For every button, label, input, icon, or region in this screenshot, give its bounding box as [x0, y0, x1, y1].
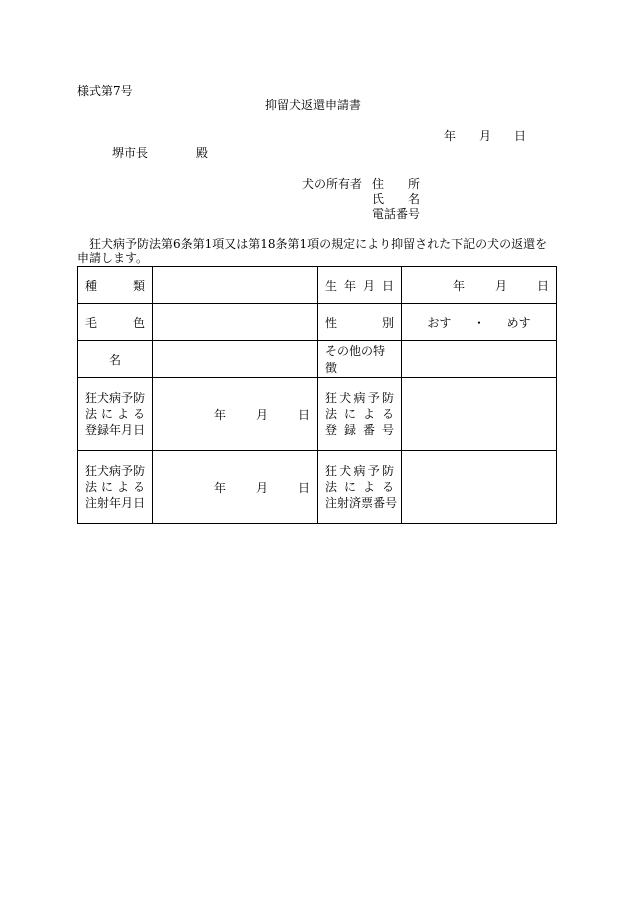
- sex-option-male[interactable]: おす: [427, 315, 452, 330]
- sex-label: 性 別: [318, 304, 402, 341]
- other-features-field[interactable]: [402, 341, 557, 378]
- owner-phone-label: 電話番号: [372, 207, 421, 221]
- other-features-label: その他の特徴: [318, 341, 402, 378]
- registration-number-label: 狂 犬 病 予 防 法 に よ る 登 録 番 号: [318, 378, 402, 451]
- date-month: 月: [478, 129, 491, 143]
- birthdate-field[interactable]: 年 月 日: [402, 267, 557, 304]
- table-row: [78, 378, 557, 451]
- sex-field[interactable]: おす ・ めす: [402, 304, 557, 341]
- form-number: 様式第7号: [77, 84, 133, 98]
- dog-name-field[interactable]: [153, 341, 318, 378]
- registration-number-field[interactable]: [402, 378, 557, 451]
- addressee-honorific: 殿: [196, 146, 209, 160]
- table-row: [78, 451, 557, 524]
- injection-tag-number-label: 狂 犬 病 予 防 法 に よ る 注 射 済 票 番 号: [318, 451, 402, 524]
- date-day: 日: [513, 129, 526, 143]
- date-year: 年: [444, 129, 457, 143]
- table-row: [78, 304, 557, 341]
- injection-date-label: 狂 犬 病 予 防 法 に よ る 注 射 年 月 日: [78, 451, 153, 524]
- form-title: 抑留犬返還申請書: [265, 98, 362, 112]
- body-text-line2: 申請します。: [77, 251, 149, 265]
- coat-color-field[interactable]: [153, 304, 318, 341]
- owner-name-label: 氏 名: [372, 192, 420, 206]
- registration-date-field[interactable]: 年 月 日: [153, 378, 318, 451]
- addressee-name: 堺市長: [112, 146, 149, 160]
- injection-tag-number-field[interactable]: [402, 451, 557, 524]
- registration-date-label: 狂 犬 病 予 防 法 に よ る 登 録 年 月 日: [78, 378, 153, 451]
- injection-date-field[interactable]: 年 月 日: [153, 451, 318, 524]
- dog-info-table: [77, 266, 557, 524]
- table-row: [78, 341, 557, 378]
- breed-label: 種 類: [78, 267, 153, 304]
- owner-label: 犬の所有者: [302, 177, 363, 191]
- date-line: [444, 129, 526, 143]
- sex-option-female[interactable]: めす: [506, 315, 531, 330]
- breed-field[interactable]: [153, 267, 318, 304]
- table-row: [78, 267, 557, 304]
- coat-color-label: 毛 色: [78, 304, 153, 341]
- body-text-line1: 狂犬病予防法第6条第1項又は第18条第1項の規定により抑留された下記の犬の返還を: [89, 237, 548, 251]
- dog-name-label: 名: [78, 341, 153, 378]
- owner-address-label: 住 所: [372, 177, 420, 191]
- birthdate-label: 生 年 月 日: [318, 267, 402, 304]
